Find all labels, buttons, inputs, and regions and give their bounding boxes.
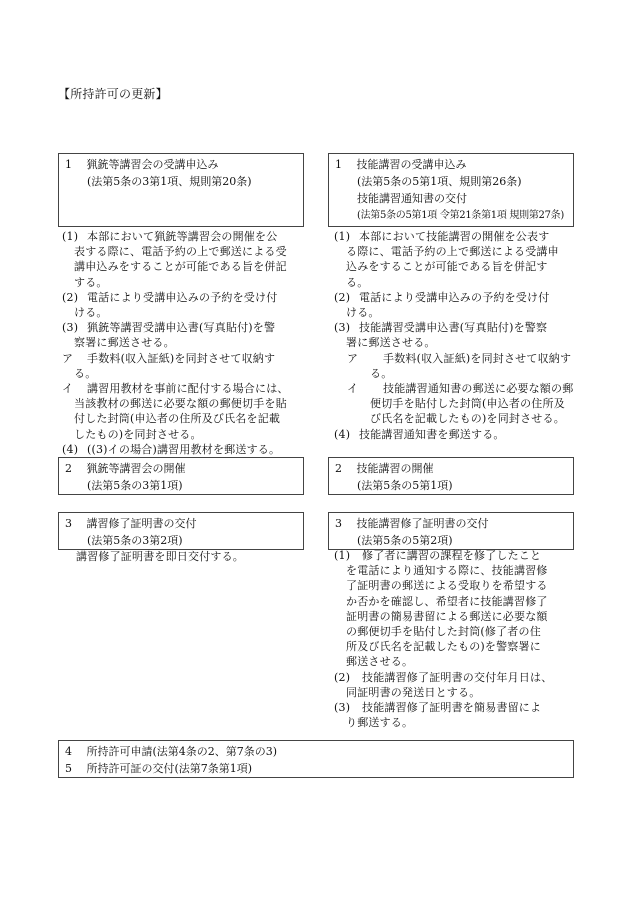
list-item-line: 所及び氏名を記載したもの)を警察署に xyxy=(346,640,541,654)
left-step2-box xyxy=(58,457,304,495)
list-item-line: 込みをすることが可能である旨を併記す xyxy=(346,260,548,274)
list-item xyxy=(334,320,582,350)
list-item-number: (4) xyxy=(62,442,79,456)
left-step1-box xyxy=(58,153,304,227)
list-item-line: 同証明書の発送日とする。 xyxy=(346,685,481,699)
list-item-line: 猟銃等講習受講申込書(写真貼付)を警 xyxy=(87,321,276,335)
list-item-number: (4) xyxy=(334,427,351,441)
list-item-line: 手数料(収入証紙)を同封させて収納す xyxy=(87,351,276,365)
list-item-line: か否かを確認し、希望者に技能講習修了 xyxy=(346,594,548,608)
right-step2-ref: (法第5条の5第1項) xyxy=(357,479,453,492)
list-item-line: の郵便切手を貼付した封筒(修了者の住 xyxy=(346,625,541,639)
list-item-number: イ xyxy=(347,382,359,396)
list-item-line: 電話により受講申込みの予約を受け付 xyxy=(87,290,278,304)
list-item-number: (2) xyxy=(334,290,351,304)
list-item-line: する。 xyxy=(74,275,108,289)
list-item xyxy=(62,381,310,442)
list-item-line: を電話により通知する際に、技能講習修 xyxy=(346,564,548,578)
right-step1-body xyxy=(334,229,582,442)
left-step2-ref: (法第5条の3第1項) xyxy=(87,479,183,492)
list-item xyxy=(62,320,310,350)
list-item-line: 電話により受講申込みの予約を受け付 xyxy=(359,290,550,304)
right-step1-box xyxy=(328,153,574,227)
right-step2-heading: 2 技能講習の開催 xyxy=(335,462,434,475)
bottom-steps-box xyxy=(58,740,574,778)
list-item-line: 修了者に講習の課程を修了したこと xyxy=(362,549,542,562)
list-item-line: 本部において技能講習の開催を公表す xyxy=(359,230,550,243)
list-item-line: したもの)を同封させる。 xyxy=(74,427,202,441)
list-item-line: 表する際に、電話予約の上で郵送による受 xyxy=(74,245,287,259)
list-item-line: り郵送する。 xyxy=(346,716,414,730)
list-item xyxy=(62,290,310,320)
list-item-line: 証明書の簡易書留による郵送に必要な額 xyxy=(346,609,548,623)
list-item-line: ける。 xyxy=(74,306,108,320)
list-item-line: 講習用教材を事前に配付する場合には、 xyxy=(87,382,289,396)
list-item xyxy=(334,290,582,320)
right-step3-body xyxy=(334,548,582,730)
list-item-line: 郵送させる。 xyxy=(346,655,414,669)
list-item-number: (3) xyxy=(62,321,79,335)
list-item-number: (2) xyxy=(62,290,79,304)
list-item-line: る。 xyxy=(74,366,97,380)
right-step3-box xyxy=(328,512,574,550)
list-item-number: (3) xyxy=(334,321,351,335)
list-item xyxy=(334,670,582,700)
list-item-number: (3) xyxy=(334,701,351,715)
list-item xyxy=(334,229,582,290)
list-item-line: ける。 xyxy=(346,306,380,320)
list-item xyxy=(334,548,582,670)
list-item-line: 本部において猟銃等講習会の開催を公 xyxy=(87,230,278,243)
list-item-line: 当該教材の郵送に必要な額の郵便切手を貼 xyxy=(74,397,287,411)
list-item-number: (1) xyxy=(334,549,351,562)
list-item-line: ((3)イの場合)講習用教材を郵送する。 xyxy=(87,442,281,456)
list-item-line: 技能講習修了証明書の交付年月日は、 xyxy=(362,670,553,684)
page-title: 【所持許可の更新】 xyxy=(58,87,168,101)
right-step1-sub: 技能講習通知書の交付 xyxy=(357,192,467,205)
list-item xyxy=(334,351,582,381)
list-item-line: 手数料(収入証紙)を同封させて収納す xyxy=(383,351,572,365)
list-item xyxy=(334,427,582,442)
list-item xyxy=(334,381,582,427)
left-step1-heading: 1 猟銃等講習会の受講申込み xyxy=(65,158,219,171)
right-step1-heading: 1 技能講習の受講申込み xyxy=(335,158,467,171)
right-step1-subref: (法第5条の5第1項 令第21条第1項 規則第27条) xyxy=(357,210,564,221)
left-step2-heading: 2 猟銃等講習会の開催 xyxy=(65,462,186,475)
list-item-number: イ xyxy=(62,382,74,396)
list-item xyxy=(62,442,310,457)
list-item-number: (2) xyxy=(334,670,351,684)
list-item-line: 技能講習修了証明書を簡易書留によ xyxy=(362,701,542,715)
list-item-number: ア xyxy=(62,351,74,365)
list-item-line: る。 xyxy=(370,366,393,380)
list-item-line: 署に郵送させる。 xyxy=(346,336,436,350)
list-item-line: 技能講習受講申込書(写真貼付)を警察 xyxy=(359,321,548,335)
list-item-line: び氏名を記載したもの)を同封させる。 xyxy=(370,412,565,426)
step5-line: 5 所持許可証の交付(法第7条第1項) xyxy=(65,762,253,775)
list-item-line: 付した封筒(申込者の住所及び氏名を記載 xyxy=(74,412,281,426)
list-item-line: る際に、電話予約の上で郵送による受講申 xyxy=(346,245,559,259)
list-item-number: (1) xyxy=(334,230,351,243)
step4-line: 4 所持許可申請(法第4条の2、第7条の3) xyxy=(65,745,278,758)
left-step1-ref: (法第5条の3第1項、規則第20条) xyxy=(87,175,252,188)
list-item xyxy=(334,700,582,730)
list-item-line: 察署に郵送させる。 xyxy=(74,336,175,350)
left-step3-ref: (法第5条の3第2項) xyxy=(87,534,183,547)
right-step1-ref: (法第5条の5第1項、規則第26条) xyxy=(357,175,522,188)
list-item-line: 講申込みをすることが可能である旨を併記 xyxy=(74,260,287,274)
left-step1-body xyxy=(62,229,310,457)
list-item-line: 了証明書の郵送による受取りを希望する xyxy=(346,579,548,593)
list-item-line: 技能講習通知書の郵送に必要な額の郵 xyxy=(383,382,574,396)
list-item-number: ア xyxy=(347,351,359,365)
list-item xyxy=(62,351,310,381)
list-item xyxy=(62,229,310,290)
left-step3-body: 講習修了証明書を即日交付する。 xyxy=(76,550,244,563)
right-step3-ref: (法第5条の5第2項) xyxy=(357,534,453,547)
right-step2-box xyxy=(328,457,574,495)
list-item-line: る。 xyxy=(346,275,369,289)
list-item-line: 技能講習通知書を郵送する。 xyxy=(359,427,505,441)
left-step3-box xyxy=(58,512,304,550)
list-item-line: 便切手を貼付した封筒(申込者の住所及 xyxy=(370,397,565,411)
right-step3-heading: 3 技能講習修了証明書の交付 xyxy=(335,517,489,530)
left-step3-heading: 3 講習修了証明書の交付 xyxy=(65,517,197,530)
list-item-number: (1) xyxy=(62,230,79,243)
